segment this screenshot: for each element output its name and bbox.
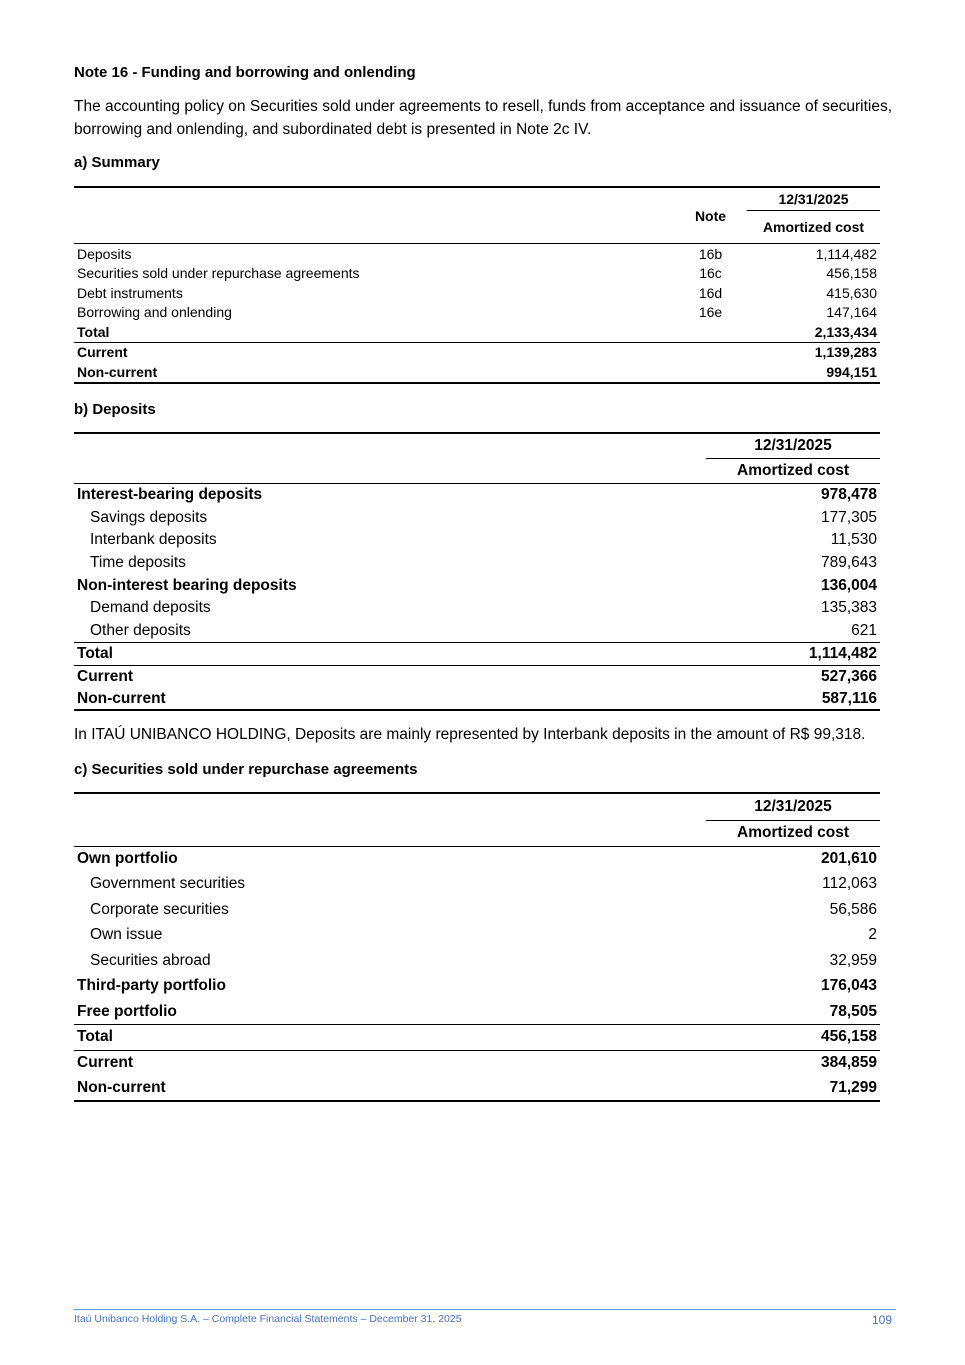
total-value: 2,133,434 xyxy=(814,323,877,340)
table-row xyxy=(74,897,880,923)
row-label: Securities abroad xyxy=(90,951,211,969)
deposits-heading: b) Deposits xyxy=(74,401,156,418)
deposits-table xyxy=(74,432,880,711)
table-row xyxy=(74,846,880,872)
third-label: Third-party portfolio xyxy=(77,977,226,995)
table-row xyxy=(74,303,880,323)
row-label: Securities sold under repurchase agreements xyxy=(77,265,360,282)
deposits-note: In ITAÚ UNIBANCO HOLDING, Deposits are mainly represented by Interbank deposits in the amount of R$ 99,318. xyxy=(74,726,866,743)
current-value: 527,366 xyxy=(706,665,880,688)
own-label: Own portfolio xyxy=(77,850,178,867)
deposits-amortized-header: Amortized cost xyxy=(706,459,880,484)
table-row xyxy=(74,974,880,1000)
noncurrent-row xyxy=(74,688,880,711)
total-value: 456,158 xyxy=(706,1025,880,1051)
table-row xyxy=(74,872,880,898)
table-row xyxy=(74,948,880,974)
row-label: Own issue xyxy=(90,926,163,944)
row-label: Deposits xyxy=(77,245,132,262)
free-label: Free portfolio xyxy=(77,1002,177,1020)
row-value: 456,158 xyxy=(826,265,877,282)
noncurrent-label: Non-current xyxy=(74,1076,706,1102)
row-value: 415,630 xyxy=(826,284,877,301)
third-value: 176,043 xyxy=(820,977,877,995)
current-label: Current xyxy=(74,665,706,688)
summary-heading: a) Summary xyxy=(74,154,160,171)
row-label: Corporate securities xyxy=(90,900,229,918)
total-label: Total xyxy=(74,1025,706,1051)
table-row xyxy=(74,552,880,575)
table-row xyxy=(74,283,880,303)
own-value: 201,610 xyxy=(820,850,877,867)
current-value: 384,859 xyxy=(706,1050,880,1076)
row-label: Debt instruments xyxy=(77,284,183,301)
current-label: Current xyxy=(74,342,674,362)
row-value: 621 xyxy=(851,621,877,639)
table-row xyxy=(74,264,880,284)
noncurrent-label: Non-current xyxy=(74,362,674,383)
current-row xyxy=(74,1050,880,1076)
page-number: 109 xyxy=(872,1313,893,1327)
summary-table xyxy=(74,186,880,384)
current-row xyxy=(74,342,880,362)
row-label: Interbank deposits xyxy=(90,531,217,549)
table-row xyxy=(74,999,880,1025)
total-row xyxy=(74,322,880,342)
footer-divider xyxy=(74,1309,896,1310)
current-label: Current xyxy=(74,1050,706,1076)
row-note: 16c xyxy=(699,265,722,282)
row-label: Time deposits xyxy=(90,553,186,571)
interest-value: 978,478 xyxy=(820,486,877,504)
summary-amortized-header: Amortized cost xyxy=(762,219,865,235)
table-row xyxy=(74,484,880,507)
row-note: 16e xyxy=(698,304,723,321)
row-value: 1,114,482 xyxy=(815,245,877,262)
noncurrent-label: Non-current xyxy=(74,688,706,711)
repo-heading: c) Securities sold under repurchase agreements xyxy=(74,761,418,778)
noninterest-label: Non-interest bearing deposits xyxy=(77,576,297,594)
row-value: 789,643 xyxy=(820,553,877,571)
row-value: 147,164 xyxy=(826,304,877,321)
total-row xyxy=(74,642,880,665)
interest-label: Interest-bearing deposits xyxy=(77,486,263,504)
row-value: 2 xyxy=(868,926,877,944)
footer-text: Itaú Unibanco Holding S.A. – Complete Financial Statements – December 31, 2025 xyxy=(74,1313,462,1325)
table-row xyxy=(74,529,880,552)
page-title: Note 16 - Funding and borrowing and onlending xyxy=(74,64,416,81)
row-note: 16d xyxy=(698,284,723,301)
total-row xyxy=(74,1025,880,1051)
deposits-date-header: 12/31/2025 xyxy=(706,434,880,459)
table-row xyxy=(74,597,880,620)
row-label: Other deposits xyxy=(90,621,191,639)
total-value: 1,114,482 xyxy=(706,642,880,665)
noncurrent-row xyxy=(74,362,880,383)
repo-table xyxy=(74,792,880,1102)
row-label: Government securities xyxy=(90,875,246,893)
row-label: Demand deposits xyxy=(90,599,211,617)
total-label: Total xyxy=(74,642,706,665)
noncurrent-row xyxy=(74,1076,880,1102)
row-note: 16b xyxy=(698,245,723,262)
table-row xyxy=(74,923,880,949)
row-value: 112,063 xyxy=(822,875,877,893)
table-row xyxy=(74,620,880,643)
summary-date-header: 12/31/2025 xyxy=(747,188,880,211)
noncurrent-value: 994,151 xyxy=(747,362,880,383)
repo-amortized-header: Amortized cost xyxy=(706,820,880,846)
total-label: Total xyxy=(77,323,110,340)
intro-paragraph: The accounting policy on Securities sold under agreements to resell, funds from acceptance and issuance of securities, borrowing and onlending, and subordinated debt is presented in Note 2c IV. xyxy=(74,98,892,138)
row-label: Savings deposits xyxy=(90,508,208,526)
current-row xyxy=(74,665,880,688)
noninterest-value: 136,004 xyxy=(820,576,877,594)
noncurrent-value: 587,116 xyxy=(706,688,880,711)
table-row xyxy=(74,574,880,597)
free-value: 78,505 xyxy=(829,1002,877,1020)
row-value: 177,305 xyxy=(820,508,877,526)
noncurrent-value: 71,299 xyxy=(706,1076,880,1102)
row-value: 32,959 xyxy=(829,951,877,969)
summary-note-header: Note xyxy=(694,207,727,224)
table-row xyxy=(74,506,880,529)
current-value: 1,139,283 xyxy=(747,342,880,362)
row-label: Borrowing and onlending xyxy=(77,304,232,321)
row-value: 135,383 xyxy=(820,599,877,617)
row-value: 11,530 xyxy=(830,531,877,549)
repo-date-header: 12/31/2025 xyxy=(706,794,880,820)
row-value: 56,586 xyxy=(829,900,877,918)
table-row xyxy=(74,244,880,264)
